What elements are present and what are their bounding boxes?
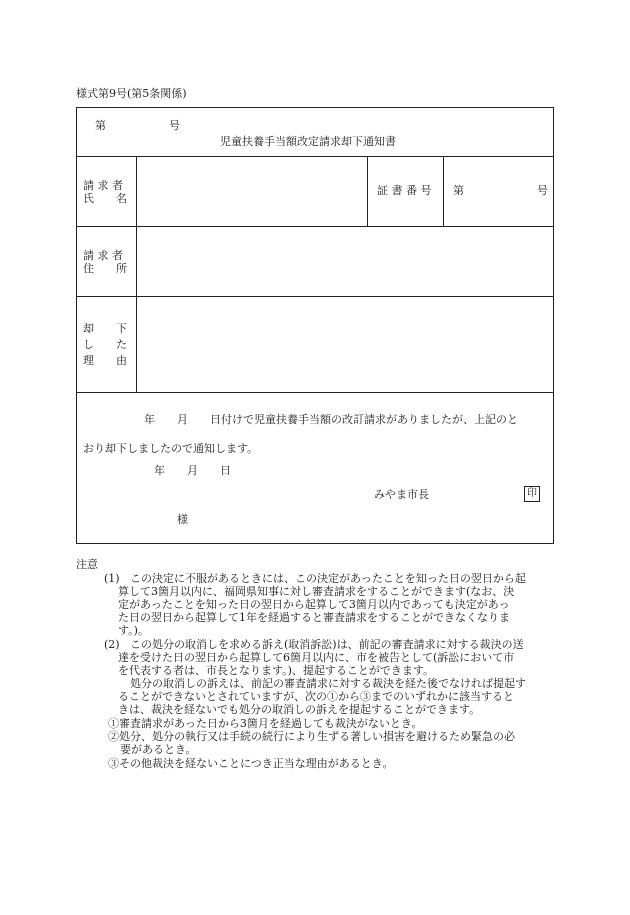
form-title: 児童扶養手当額改定請求却下通知書 bbox=[220, 135, 396, 148]
note-text-line: 達を受けた日の翌日から起算して6箇月以内に、市を被告として(訴訟において市 bbox=[118, 651, 515, 664]
notes-heading: 注意 bbox=[76, 558, 98, 571]
note-text-line: す。)。 bbox=[118, 624, 149, 637]
notice-text-line: おり却下しましたので通知します。 bbox=[83, 442, 259, 455]
claimant-name-label: 請 求 者 bbox=[83, 179, 123, 192]
certificate-number-suffix: 号 bbox=[537, 184, 548, 197]
certificate-number-label: 証 書 番 号 bbox=[377, 184, 432, 197]
divider-line bbox=[367, 156, 368, 226]
claimant-name-field[interactable] bbox=[137, 157, 367, 226]
addressee-honorific: 様 bbox=[177, 513, 188, 526]
note-text-line: きは、裁決を経ないでも処分の取消しの訴えを提起することができます。 bbox=[118, 703, 481, 716]
note-text-line: この処分の取消しを求める訴え(取消訴訟)は、前記の審査請求に対する裁決の送 bbox=[130, 638, 524, 651]
note-text-line: 処分の取消しの訴えは、前記の審査請求に対する裁決を経た後でなければ提起す bbox=[130, 677, 526, 690]
note-text-line: ることができないとされていますが、次の①から③までのいずれかに該当すると bbox=[118, 690, 514, 703]
issuer-name: みやま市長 bbox=[374, 488, 429, 501]
rejection-reason-label: 理 由 bbox=[83, 354, 127, 367]
note-text-line: を代表する者は、市長となります。)、提起することができます。 bbox=[118, 664, 435, 677]
note-text-line: この決定に不服があるときには、この決定があったことを知った日の翌日から起 bbox=[130, 572, 526, 585]
form-number-label: 様式第9号(第5条関係) bbox=[76, 87, 187, 100]
notice-text-line: 年 月 日付けで児童扶養手当額の改訂請求がありましたが、上記のと bbox=[144, 413, 518, 426]
rejection-reason-field[interactable] bbox=[137, 297, 553, 392]
claimant-address-label: 請 求 者 bbox=[83, 249, 123, 262]
note-sub-item: ③その他裁決を経ないことにつき正当な理由があるとき。 bbox=[108, 757, 394, 770]
claimant-name-label: 氏 名 bbox=[83, 192, 127, 205]
note-text-line: 定があったことを知った日の翌日から起算して3箇月以内であっても決定があっ bbox=[118, 598, 510, 611]
claimant-address-field[interactable] bbox=[137, 227, 553, 296]
note-text-line: 要があるとき。 bbox=[120, 743, 197, 756]
notice-form bbox=[76, 107, 554, 544]
form-number-prefix: 第 bbox=[95, 119, 106, 132]
notice-date: 年 月 日 bbox=[154, 464, 231, 477]
divider-line bbox=[77, 392, 553, 393]
note-text-line: た日の翌日から起算して1年を経過すると審査請求をすることができなくなりま bbox=[118, 611, 510, 624]
rejection-reason-label: し た bbox=[83, 338, 127, 351]
claimant-address-label: 住 所 bbox=[83, 262, 127, 275]
rejection-reason-label: 却 下 bbox=[83, 322, 127, 335]
note-sub-item: ②処分、処分の執行又は手続の続行により生ずる著しい損害を避けるため緊急の必 bbox=[108, 730, 515, 743]
form-number-suffix: 号 bbox=[169, 119, 180, 132]
divider-line bbox=[443, 156, 444, 226]
note-sub-item: ①審査請求があった日から3箇月を経過しても裁決がないとき。 bbox=[108, 717, 423, 730]
seal-mark: 印 bbox=[524, 486, 540, 502]
note-item-label: (2) bbox=[104, 638, 120, 651]
note-item-label: (1) bbox=[104, 572, 120, 585]
certificate-number-prefix: 第 bbox=[453, 184, 464, 197]
note-text-line: 算して3箇月以内に、福岡県知事に対し審査請求をすることができます(なお、決 bbox=[118, 585, 515, 598]
